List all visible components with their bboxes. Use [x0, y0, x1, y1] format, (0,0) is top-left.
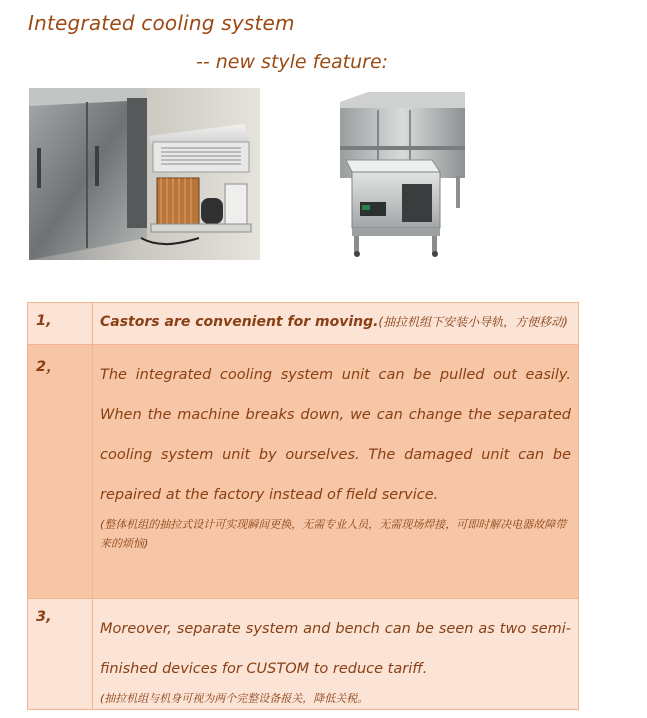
feature-table — [27, 302, 579, 710]
page-subtitle: -- new style feature: — [196, 51, 389, 73]
feature-text-en: The integrated cooling system unit can be pulled out easily. When the machine breaks down, we can change the separated cooling system unit by ourselves. The damaged unit can be repaired at the factory instead of field service. — [100, 367, 571, 503]
feature-text-cn: (抽拉机组与机身可视为两个完整设备报关，降低关税。 — [100, 692, 369, 705]
feature-row — [28, 345, 579, 599]
pull-out-unit-illustration — [340, 88, 465, 258]
cooling-unit-illustration — [29, 88, 260, 260]
feature-number: 1, — [28, 303, 93, 345]
feature-text-en: Castors are convenient for moving. — [100, 314, 379, 330]
pull-out-unit-photo — [340, 88, 465, 258]
feature-row — [28, 599, 579, 710]
feature-number: 2， — [28, 345, 93, 599]
feature-description — [93, 303, 579, 345]
feature-text-cn: (整体机组的抽拉式设计可实现瞬间更换，无需专业人员，无需现场焊接，可即时解决电器故障带来的烦恼) — [100, 518, 567, 550]
page-title: Integrated cooling system — [28, 11, 295, 35]
feature-number: 3, — [28, 599, 93, 710]
feature-text-en: Moreover, separate system and bench can be seen as two semi-finished devices for CUSTOM to reduce tariff. — [100, 621, 571, 677]
feature-row — [28, 303, 579, 345]
feature-description — [93, 345, 579, 599]
feature-description — [93, 599, 579, 710]
cooling-unit-photo — [29, 88, 260, 260]
feature-text-cn: (抽拉机组下安装小导轨，方便移动) — [378, 315, 568, 329]
